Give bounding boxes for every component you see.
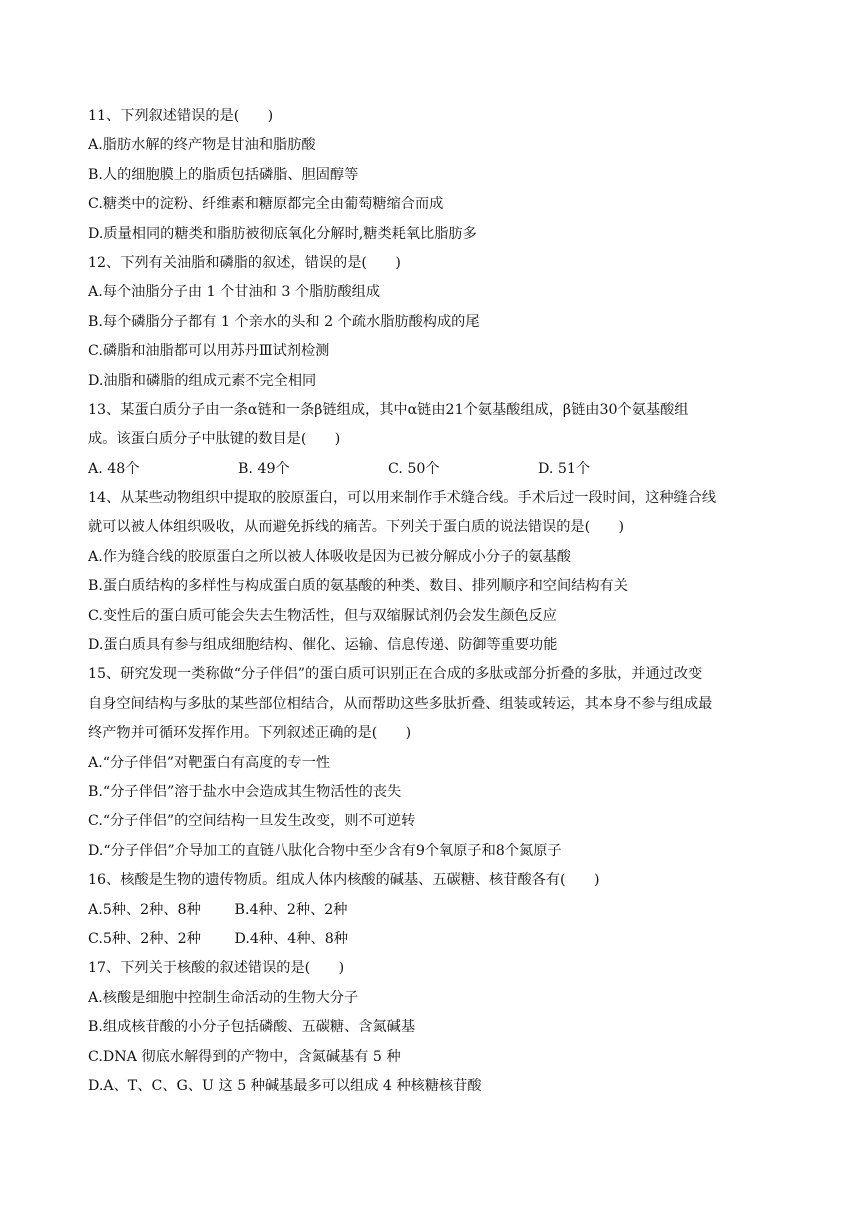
question-16-option-a: A.5种、2种、8种: [88, 901, 201, 918]
question-15-option-c: C.“分子伴侣”的空间结构一旦发生改变，则不可逆转: [88, 813, 416, 830]
question-12-option-a: A.每个油脂分子由 1 个甘油和 3 个脂肪酸组成: [88, 284, 381, 301]
question-15-stem-line-3: 终产物并可循环发挥作用。下列叙述正确的是( ): [88, 725, 412, 742]
question-15-option-d: D.“分子伴侣”介导加工的直链八肽化合物中至少含有9个氧原子和8个氮原子: [88, 842, 562, 859]
question-11-option-c: C.糖类中的淀粉、纤维素和糖原都完全由葡萄糖缩合而成: [88, 196, 444, 213]
question-16-stem: 16、核酸是生物的遗传物质。组成人体内核酸的碱基、五碳糖、核苷酸各有( ): [88, 872, 600, 889]
question-12-stem: 12、下列有关油脂和磷脂的叙述，错误的是( ): [88, 254, 401, 271]
question-17-option-b: B.组成核苷酸的小分子包括磷酸、五碳糖、含氮碱基: [88, 1019, 416, 1036]
question-13-stem-line-2: 成。该蛋白质分子中肽键的数目是( ): [88, 431, 341, 448]
question-16-option-d: D.4种、4种、8种: [234, 930, 348, 947]
question-14-option-d: D.蛋白质具有参与组成细胞结构、催化、运输、信息传递、防御等重要功能: [88, 637, 558, 654]
question-12-option-d: D.油脂和磷脂的组成元素不完全相同: [88, 372, 317, 389]
question-11-option-a: A.脂肪水解的终产物是甘油和脂肪酸: [88, 137, 316, 154]
question-16-options-row-1: [88, 896, 788, 925]
question-13-option-d: D. 51个: [538, 460, 591, 477]
question-15-option-b: B.“分子伴侣”溶于盐水中会造成其生物活性的丧失: [88, 783, 402, 800]
question-13-stem-line-1: 13、某蛋白质分子由一条α链和一条β链组成，其中α链由21个氨基酸组成，β链由30个氨基酸组: [88, 401, 689, 418]
question-17-option-d: D.A、T、C、G、U 这 5 种碱基最多可以组成 4 种核糖核苷酸: [88, 1077, 482, 1094]
question-12-option-b: B.每个磷脂分子都有 1 个亲水的头和 2 个疏水脂肪酸构成的尾: [88, 313, 480, 330]
question-15-stem-line-1: 15、研究发现一类称做“分子伴侣”的蛋白质可识别正在合成的多肽或部分折叠的多肽，并通过改变: [88, 666, 703, 683]
question-15-option-a: A.“分子伴侣”对靶蛋白有高度的专一性: [88, 754, 331, 771]
question-15-stem-line-2: 自身空间结构与多肽的某些部位相结合，从而帮助这些多肽折叠、组装或转运，其本身不参与组成最: [88, 695, 713, 712]
question-16-option-c: C.5种、2种、2种: [88, 930, 201, 947]
question-14-stem-line-2: 就可以被人体组织吸收，从而避免拆线的痛苦。下列关于蛋白质的说法错误的是( ): [88, 519, 625, 536]
question-17-option-a: A.核酸是细胞中控制生命活动的生物大分子: [88, 989, 359, 1006]
question-13-option-c: C. 50个: [388, 460, 440, 477]
question-11-stem: 11、下列叙述错误的是( ): [88, 108, 274, 124]
question-list: [88, 102, 788, 1101]
question-14-option-b: B.蛋白质结构的多样性与构成蛋白质的氨基酸的种类、数目、排列顺序和空间结构有关: [88, 578, 628, 595]
question-16-option-b: B.4种、2种、2种: [234, 901, 348, 918]
question-16-options-row-2: [88, 925, 788, 954]
question-17-stem: 17、下列关于核酸的叙述错误的是( ): [88, 960, 345, 977]
question-11-option-b: B.人的细胞膜上的脂质包括磷脂、胆固醇等: [88, 166, 359, 183]
question-14-option-a: A.作为缝合线的胶原蛋白之所以被人体吸收是因为已被分解成小分子的氨基酸: [88, 548, 571, 565]
question-14-option-c: C.变性后的蛋白质可能会失去生物活性，但与双缩脲试剂仍会发生颜色反应: [88, 607, 557, 624]
question-14-stem-line-1: 14、从某些动物组织中提取的胶原蛋白，可以用来制作手术缝合线。手术后过一段时间，这种缝合线: [88, 490, 717, 507]
question-13-options: [88, 455, 788, 484]
question-13-option-b: B. 49个: [238, 460, 290, 477]
question-12-option-c: C.磷脂和油脂都可以用苏丹Ⅲ试剂检测: [88, 343, 330, 360]
question-17-option-c: C.DNA 彻底水解得到的产物中，含氮碱基有 5 种: [88, 1048, 401, 1065]
question-11-option-d: D.质量相同的糖类和脂肪被彻底氧化分解时,糖类耗氧比脂肪多: [88, 225, 477, 242]
question-13-option-a: A. 48个: [88, 460, 140, 477]
